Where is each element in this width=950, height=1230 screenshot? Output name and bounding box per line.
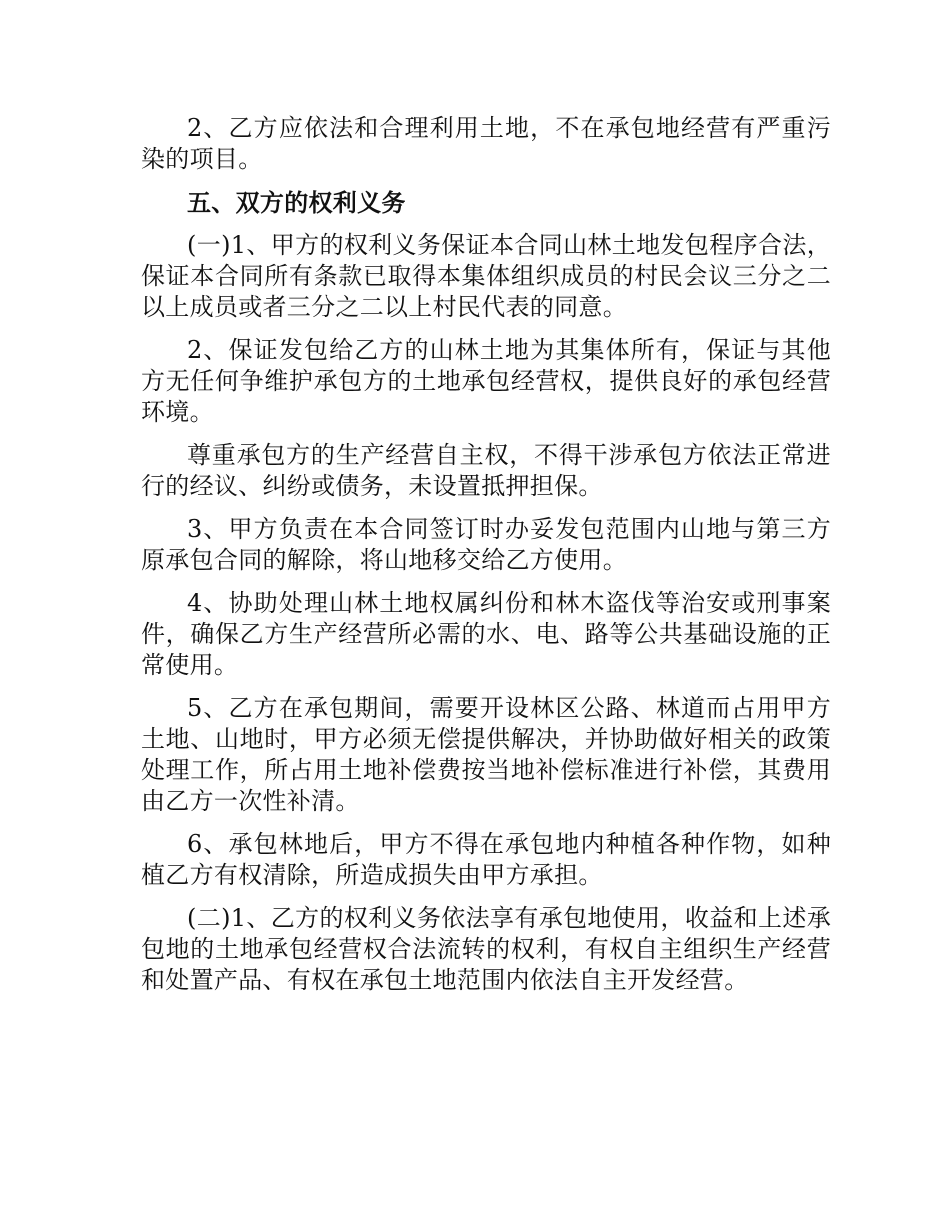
paragraph-party-a-clause-2: 2、保证发包给乙方的山林土地为其集体所有，保证与其他方无任何争维护承包方的土地承包经营权，提供良好的承包经营环境。 xyxy=(141,336,831,426)
section-heading-rights-obligations: 五、双方的权利义务 xyxy=(187,188,406,217)
paragraph-party-a-clause-1: (一)1、甲方的权利义务保证本合同山林土地发包程序合法，保证本合同所有条款已取得本集体组织成员的村民会议三分之二以上成员或者三分之二以上村民代表的同意。 xyxy=(141,231,831,321)
paragraph-party-b-clause-1: (二)1、乙方的权利义务依法享有承包地使用，收益和上述承包地的土地承包经营权合法流转的权利，有权自主组织生产经营和处置产品、有权在承包土地范围内依法自主开发经营。 xyxy=(141,904,831,994)
paragraph-party-a-clause-3: 3、甲方负责在本合同签订时办妥发包范围内山地与第三方原承包合同的解除，将山地移交给乙方使用。 xyxy=(141,515,831,574)
paragraph-respect-autonomy: 尊重承包方的生产经营自主权，不得干涉承包方依法正常进行的经议、纠纷或债务，未设置抵押担保。 xyxy=(141,441,831,500)
paragraph-party-a-clause-6: 6、承包林地后，甲方不得在承包地内种植各种作物，如种植乙方有权清除，所造成损失由甲方承担。 xyxy=(141,830,831,889)
document-page xyxy=(141,113,831,1008)
paragraph-clause-2-pollution: 2、乙方应依法和合理利用土地，不在承包地经营有严重污染的项目。 xyxy=(141,114,831,173)
paragraph-party-a-clause-4: 4、协助处理山林土地权属纠份和林木盗伐等治安或刑事案件，确保乙方生产经营所必需的水、电、路等公共基础设施的正常使用。 xyxy=(141,589,831,679)
paragraph-party-a-clause-5: 5、乙方在承包期间，需要开设林区公路、林道而占用甲方土地、山地时，甲方必须无偿提供解决，并协助做好相关的政策处理工作，所占用土地补偿费按当地补偿标准进行补偿，其费用由乙方一次性补清。 xyxy=(141,694,831,815)
